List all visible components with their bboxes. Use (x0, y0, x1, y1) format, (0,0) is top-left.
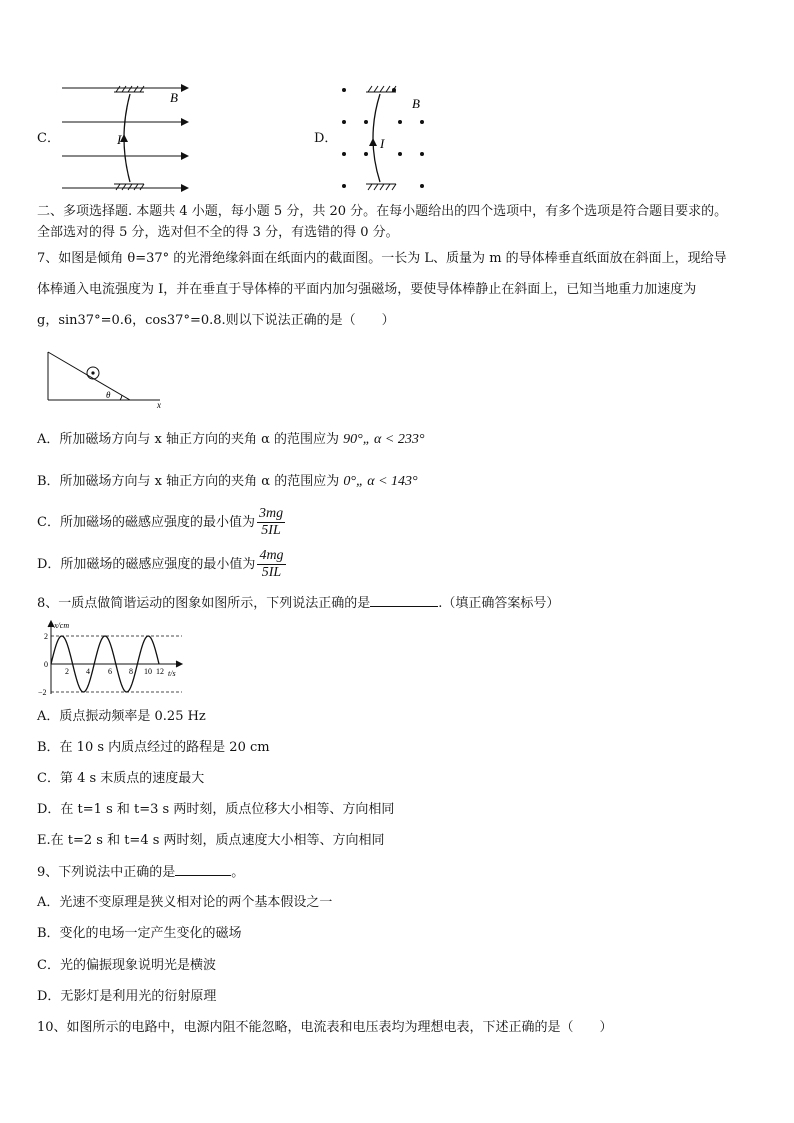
q10-stem: 10、如图所示的电路中，电源内阻不能忽略，电流表和电压表均为理想电表，下述正确的是（ ） (37, 1020, 613, 1035)
q8-ytick-0: 0 (44, 660, 48, 669)
incline-x-label: x (157, 400, 161, 410)
q9-option-c: C．光的偏振现象说明光是横波 (37, 958, 216, 973)
q9-answer-blank (175, 863, 231, 876)
c-current-label: I (117, 132, 122, 147)
q7-option-b-expr: 0°„ α < 143° (343, 474, 418, 489)
q8-xtick-6: 6 (108, 667, 112, 676)
q8-xtick-10: 10 (144, 667, 152, 676)
q7-option-d-fraction: $\frac{4mg}{5IL}$ (259, 548, 284, 580)
q7-option-a: A．所加磁场方向与 x 轴正方向的夹角 α 的范围应为 90°„ α < 233° (37, 432, 425, 447)
c-field-label: B (170, 90, 178, 105)
q7-option-b: B．所加磁场方向与 x 轴正方向的夹角 α 的范围应为 0°„ α < 143° (37, 474, 418, 489)
q8-option-d: D．在 t=1 s 和 t=3 s 两时刻，质点位移大小相等、方向相同 (37, 802, 395, 817)
incline-angle-label: θ (106, 390, 111, 400)
q8-xtick-8: 8 (129, 667, 133, 676)
section2-title-line2: 全部选对的得 5 分，选对但不全的得 3 分，有选错的得 0 分。 (37, 225, 399, 240)
q7-incline-figure (40, 346, 170, 412)
q8-xtick-4: 4 (86, 667, 90, 676)
q8-stem: 8、一质点做简谐运动的图象如图所示，下列说法正确的是 .（填正确答案标号） (37, 596, 560, 611)
q7-stem-line2: 体棒通入电流强度为 I，并在垂直于导体棒的平面内加匀强磁场，要使导体棒静止在斜面上，已知当地重力加速度为 (37, 282, 697, 297)
q8-option-b: B．在 10 s 内质点经过的路程是 20 cm (37, 740, 270, 755)
q9-option-b: B．变化的电场一定产生变化的磁场 (37, 926, 242, 941)
q7-option-c-fraction: $\frac{3mg}{5IL}$ (258, 506, 284, 538)
q8-xlabel: t/s (168, 669, 176, 678)
q8-ytick-2: 2 (44, 632, 48, 641)
q8-xtick-12: 12 (156, 667, 164, 676)
q7-option-d: D．所加磁场的磁感应强度的最小值为 $\frac{4mg}{5IL}$ (37, 548, 284, 580)
option-c-figure (60, 82, 192, 194)
q9-option-a: A．光速不变原理是狭义相对论的两个基本假设之一 (37, 895, 333, 910)
d-current-label: I (380, 136, 385, 151)
option-d-label: D． (314, 131, 338, 146)
q8-shm-graph (36, 618, 186, 698)
d-field-label: B (412, 96, 420, 111)
q7-option-c: C．所加磁场的磁感应强度的最小值为 $\frac{3mg}{5IL}$ (37, 506, 284, 538)
q8-xtick-2: 2 (65, 667, 69, 676)
q8-ylabel: x/cm (54, 621, 70, 630)
q9-option-d: D．无影灯是利用光的衍射原理 (37, 989, 217, 1004)
q7-option-a-expr: 90°„ α < 233° (343, 432, 425, 447)
q8-option-e: E.在 t=2 s 和 t=4 s 两时刻，质点速度大小相等、方向相同 (37, 833, 385, 848)
q9-stem: 9、下列说法中正确的是 。 (37, 865, 245, 880)
q8-option-c: C．第 4 s 末质点的速度最大 (37, 771, 205, 786)
q8-answer-blank (370, 594, 438, 607)
q8-ytick-neg2: −2 (38, 688, 47, 697)
q7-stem-line1: 7、如图是倾角 θ=37° 的光滑绝缘斜面在纸面内的截面图。一长为 L、质量为 m 的导体棒垂直纸面放在斜面上，现给导 (37, 251, 727, 266)
option-d-figure (336, 82, 436, 194)
section2-title-line1: 二、多项选择题. 本题共 4 小题，每小题 5 分，共 20 分。在每小题给出的四个选项中，有多个选项是符合题目要求的。 (37, 204, 728, 219)
option-c-label: C． (37, 131, 60, 146)
q8-option-a: A．质点振动频率是 0.25 Hz (37, 709, 206, 724)
q7-stem-line3: g，sin37°=0.6，cos37°=0.8.则以下说法正确的是（ ） (37, 313, 395, 328)
